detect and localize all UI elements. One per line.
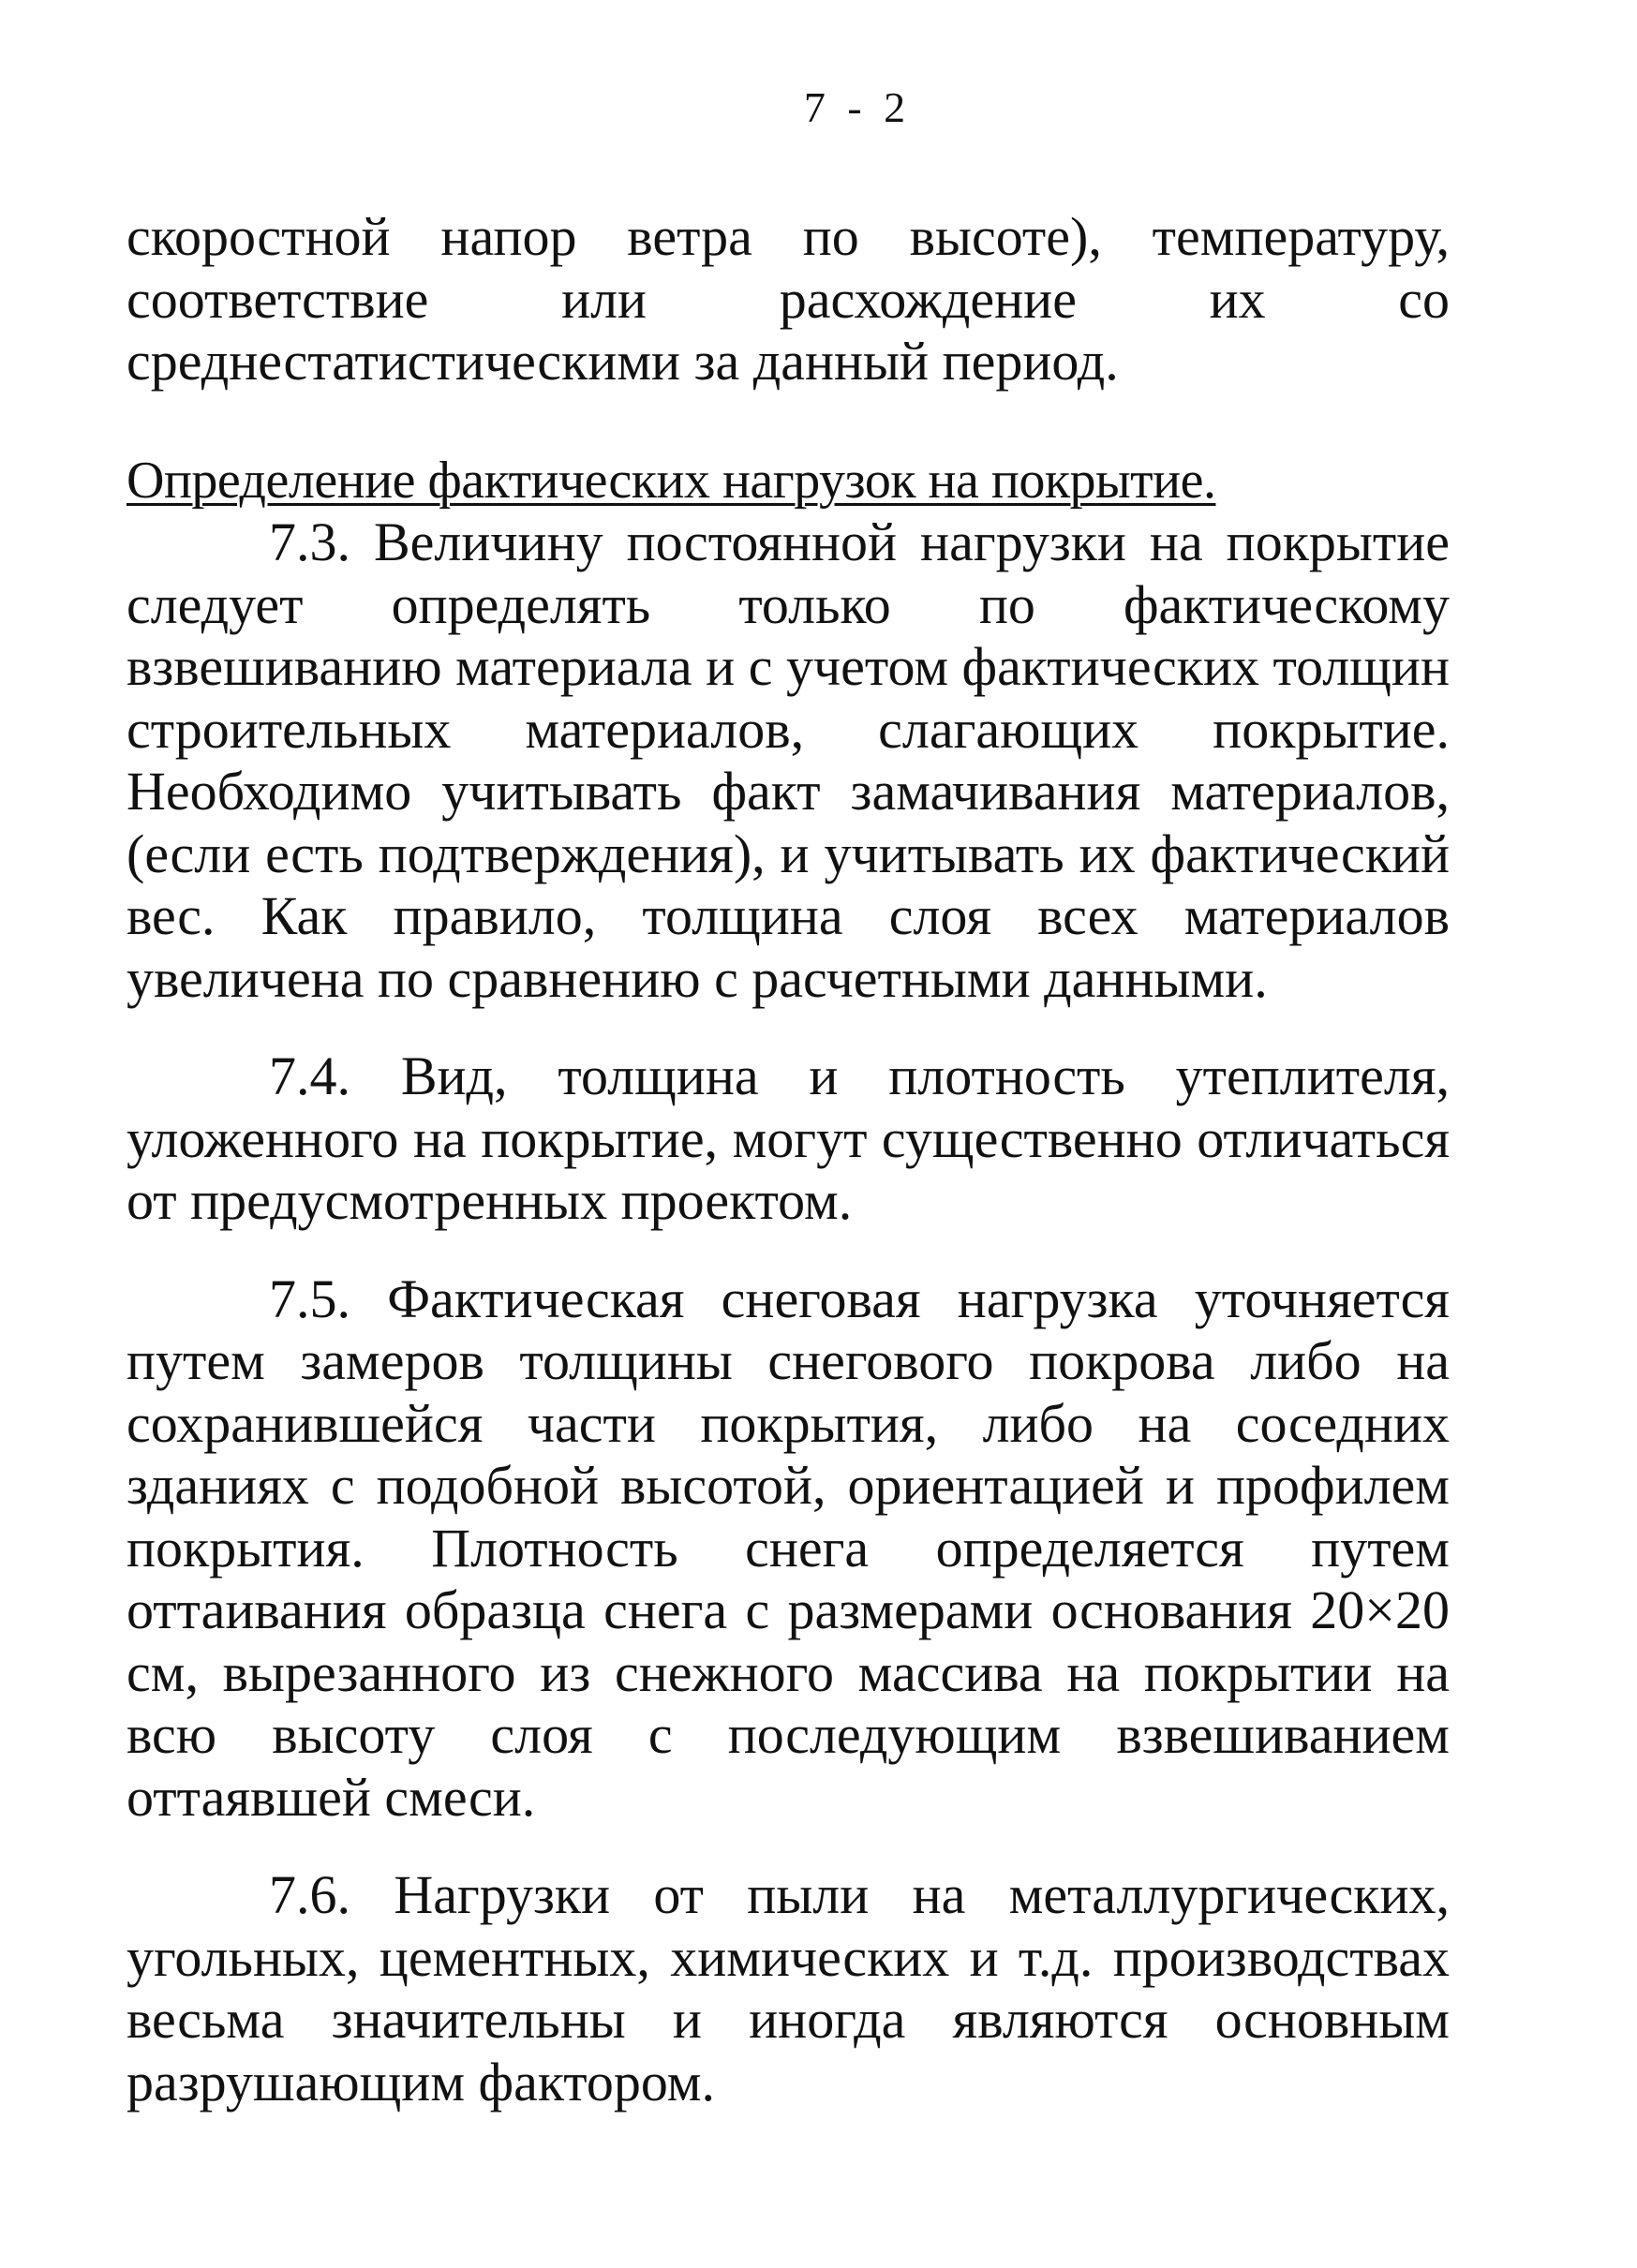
page-number: 7 - 2	[803, 83, 912, 131]
document-body	[126, 206, 1450, 2113]
paragraph-7-3: 7.3. Величину постоянной нагрузки на покрытие следует определять только по фактическому взвешиванию материала и с учетом фактических толщин строительных материалов, слагающих покрытие. Необходимо учитывать факт замачивания материалов, (если есть подтверждения), и учитывать их фактический вес. Как правило, толщина слоя всех материалов увеличена по сравнению с расчетными данными.	[126, 511, 1450, 1009]
paragraph-7-4: 7.4. Вид, толщина и плотность утеплителя, уложенного на покрытие, могут существенно отличаться от предусмотренных проектом.	[126, 1045, 1450, 1231]
section-heading: Определение фактических нагрузок на покрытие.	[126, 451, 1216, 510]
paragraph-7-6: 7.6. Нагрузки от пыли на металлургических, угольных, цементных, химических и т.д. производствах весьма значительны и иногда являются основным разрушающим фактором.	[126, 1864, 1450, 2112]
paragraph-7-5: 7.5. Фактическая снеговая нагрузка уточняется путем замеров толщины снегового покрова либо на сохранившейся части покрытия, либо на соседних зданиях с подобной высотой, ориентацией и профилем покрытия. Плотность снега определяется путем оттаивания образца снега с размерами основания 20×20 см, вырезанного из снежного массива на покрытии на всю высоту слоя с последующим взвешиванием оттаявшей смеси.	[126, 1267, 1450, 1828]
intro-paragraph: скоростной напор ветра по высоте), температуру, соответствие или расхождение их со среднестатистическими за данный период.	[126, 206, 1450, 392]
